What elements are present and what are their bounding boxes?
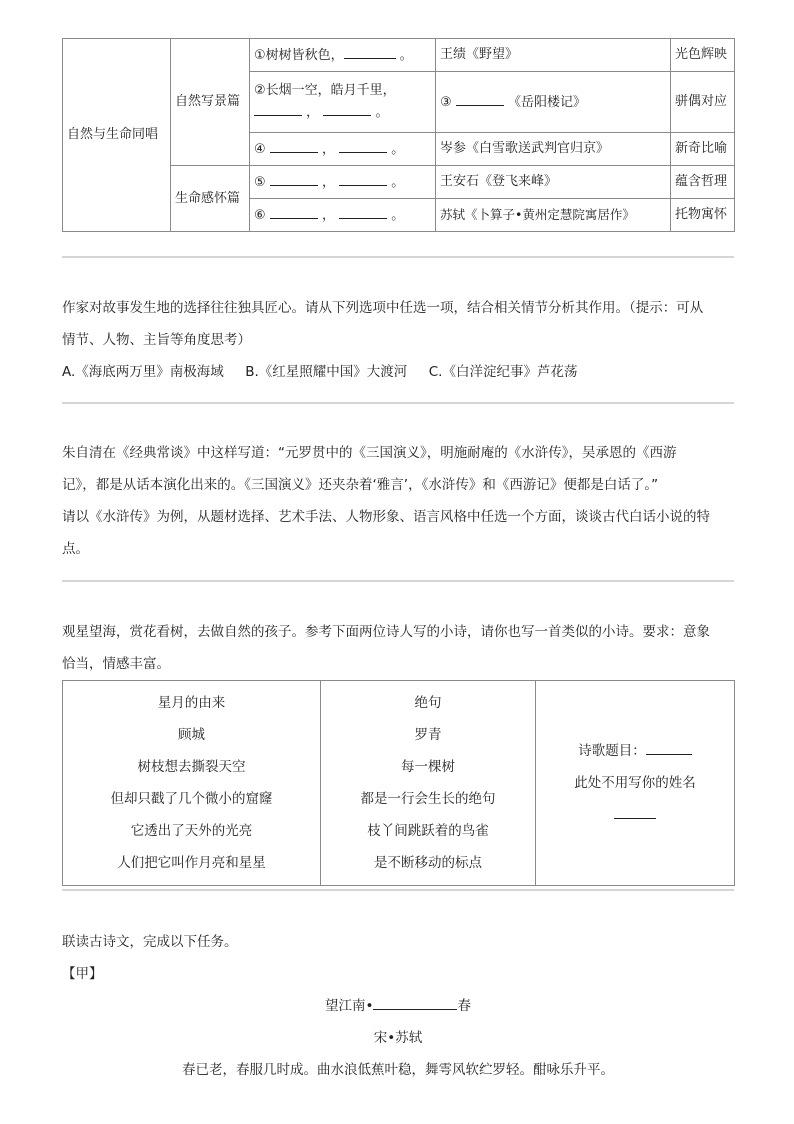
source-1: 王绩《野望》 [436,39,671,72]
passage-title: 望江南• 春 [62,990,734,1022]
question-2: ②长烟一空，皓月千里， ， 。 [250,72,436,133]
setting-options: A.《海底两万里》南极海域 B.《红星照耀中国》大渡河 C.《白洋淀纪事》芦花荡 [62,364,578,380]
poem-title-blank[interactable] [646,740,692,755]
poem-b: 绝句 罗青 每一棵树 都是一行会生长的绝句 枝丫间跳跃着的鸟雀 是不断移动的标点 [321,681,536,886]
passage-text: 春已老，春服几时成。曲水浪低蕉叶稳，舞雩风软纻罗轻。酣咏乐升平。 [182,1062,614,1078]
question-1: ①树树皆秋色， 。 [250,39,436,72]
poem-table [62,680,735,886]
question-classical: 联读古诗文，完成以下任务。 【甲】 [62,926,734,990]
poem-a-author: 顾城 [178,727,205,743]
passage-label: 【甲】 [62,966,103,982]
answer-blank[interactable] [339,171,387,186]
poetry-fill-table [62,38,735,232]
source-6: 苏轼《卜算子•黄州定慧院寓居作》 [436,199,671,232]
question-vernacular: 朱自清在《经典常谈》中这样写道：“元罗贯中的《三国演义》，明施耐庵的《水浒传》，吴承恩的《西游 记》，都是从话本演化出来的。《三国演义》还夹杂着‘雅言’，《水浒传》和《西游记》便都是白话了。” 请以《水浒传》为例，从题材选择、艺术手法、人物形象、语言风格中任选一个方面，谈谈古代白话小说的特 点。 [62,445,710,557]
poem-b-author: 罗青 [414,727,442,743]
question-4: ④ ， 。 [250,133,436,166]
answer-blank[interactable] [344,44,396,59]
question-6: ⑥ ， 。 [250,199,436,232]
poem-a: 星月的由来 顾城 树枝想去撕裂天空 但却只戳了几个微小的窟窿 它透出了天外的光亮 人们把它叫作月亮和星星 [63,681,321,886]
poem-a-title: 星月的由来 [157,695,226,711]
poem-title-label: 诗歌题目： [578,743,646,759]
question-poem: 观星望海，赏花看树，去做自然的孩子。参考下面两位诗人写的小诗，请你也写一首类似的小诗。要求：意象 恰当，情感丰富。 [62,624,710,672]
answer-blank[interactable] [323,101,371,116]
source-2: ③ 《岳阳楼记》 [436,72,671,133]
divider [62,889,734,891]
answer-blank[interactable] [270,204,318,219]
divider [62,402,734,404]
answer-blank[interactable] [270,171,318,186]
divider [62,256,734,258]
answer-blank[interactable] [339,138,387,153]
feature-4: 新奇比喻 [671,133,735,166]
question-setting: 作家对故事发生地的选择往往独具匠心。请从下列选项中任选一项，结合相关情节分析其作用。（提示：可从 情节、人物、主旨等角度思考） A.《海底两万里》南极海域 B.《红星照耀中国》大渡河 C.《白洋淀纪事》芦花荡 [62,292,734,388]
poem-b-title: 绝句 [414,695,442,711]
title-blank[interactable] [373,995,457,1010]
source-4: 岑参《白雪歌送武判官归京》 [436,133,671,166]
answer-blank[interactable] [254,101,302,116]
feature-1: 光色辉映 [671,39,735,72]
sub-nature-cell: 自然写景篇 [171,39,250,166]
category-cell: 自然与生命同唱 [63,39,171,232]
sub-life-cell: 生命感怀篇 [171,166,250,232]
poem-answer-cell[interactable] [536,681,735,886]
answer-blank[interactable] [339,204,387,219]
feature-6: 托物寓怀 [671,199,735,232]
question-5: ⑤ ， 。 [250,166,436,199]
answer-blank[interactable] [270,138,318,153]
passage-author: 宋•苏轼 [373,1030,423,1046]
source-5: 王安石《登飞来峰》 [436,166,671,199]
answer-blank[interactable] [456,91,504,106]
feature-2: 骈偶对应 [671,72,735,133]
feature-5: 蕴含哲理 [671,166,735,199]
divider [62,580,734,582]
poem-answer-blank[interactable] [614,804,656,819]
poem-answer-note: 此处不用写你的姓名 [574,775,696,791]
